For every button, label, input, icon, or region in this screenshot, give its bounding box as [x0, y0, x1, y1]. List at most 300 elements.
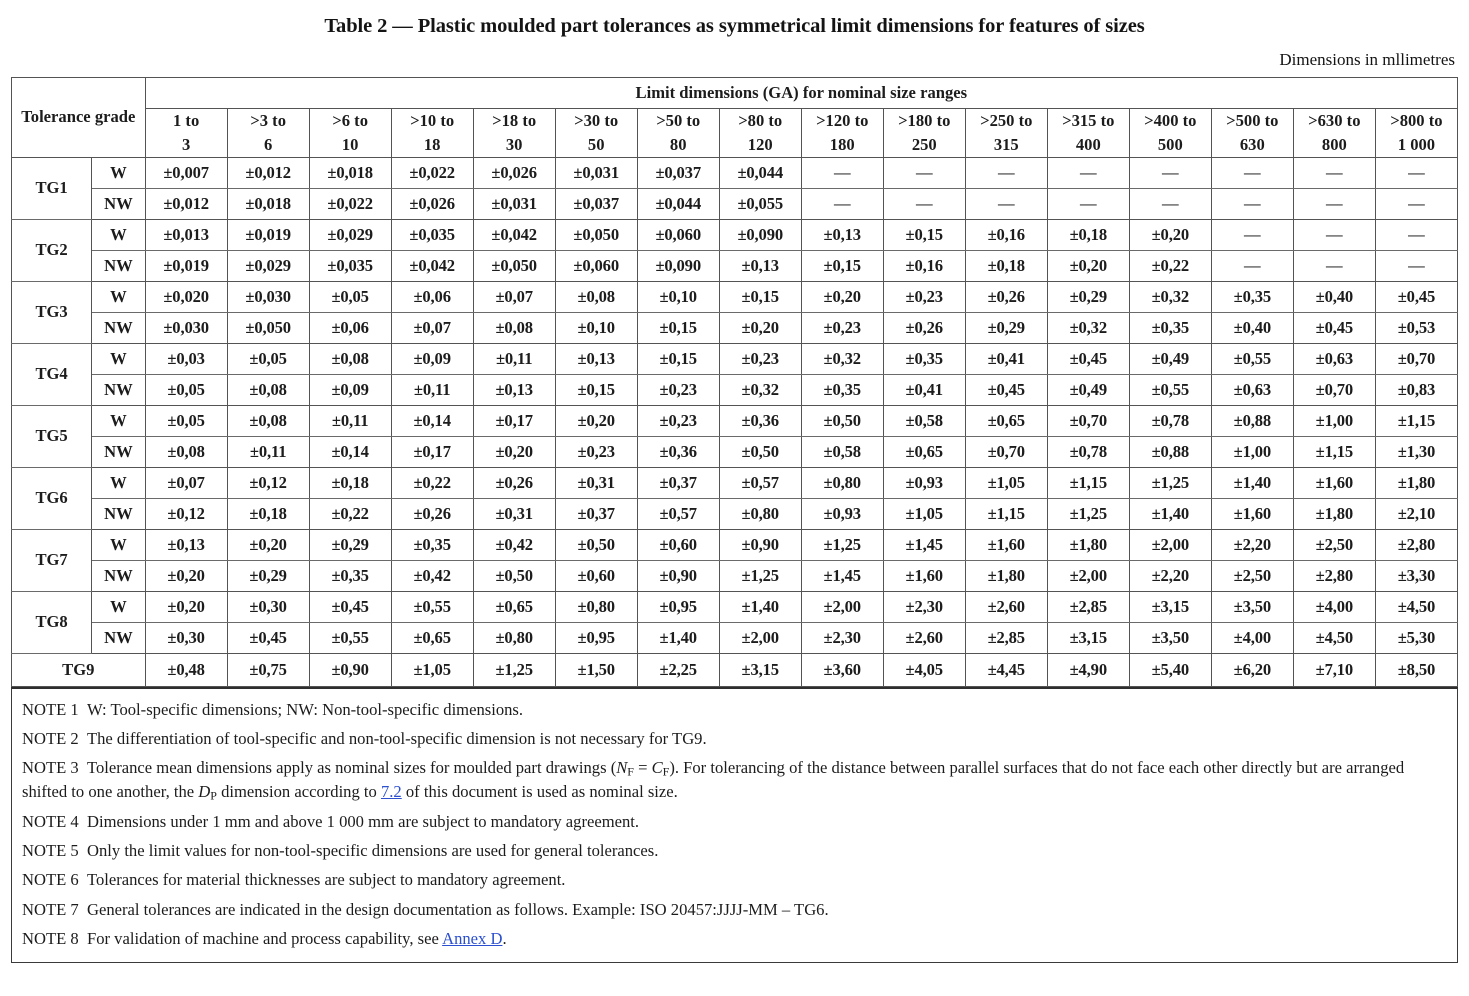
note-4-text: Dimensions under 1 mm and above 1 000 mm are subject to mandatory agreement.: [86, 812, 640, 832]
tolerance-value-cell: ±2,85: [965, 622, 1047, 653]
tolerance-value-cell: ±0,20: [473, 436, 555, 467]
note-3-var-c: C: [651, 758, 663, 778]
tolerance-value-cell: ±0,050: [555, 219, 637, 250]
tolerance-value-cell: ±0,42: [473, 529, 555, 560]
tolerance-value-cell: —: [965, 188, 1047, 219]
tolerance-value-cell: ±2,25: [637, 653, 719, 686]
dimension-type-cell: W: [92, 157, 145, 188]
tolerance-value-cell: ±0,80: [473, 622, 555, 653]
tolerance-value-cell: ±0,45: [1293, 312, 1375, 343]
tolerance-value-cell: ±0,50: [719, 436, 801, 467]
note-3-text-part4: of this document is used as nominal size.: [401, 781, 678, 801]
tolerance-value-cell: ±0,035: [391, 219, 473, 250]
tolerance-value-cell: ±0,06: [391, 281, 473, 312]
tolerance-value-cell: ±0,11: [473, 343, 555, 374]
tolerance-value-cell: ±2,60: [965, 591, 1047, 622]
header-range-8-to: 120: [747, 134, 773, 154]
tolerance-value-cell: ±0,41: [883, 374, 965, 405]
tolerance-value-cell: —: [1293, 250, 1375, 281]
tolerance-value-cell: ±0,32: [719, 374, 801, 405]
tolerance-value-cell: ±0,23: [637, 405, 719, 436]
table-row: [12, 529, 1458, 560]
header-range-10-from: >180 to: [898, 110, 951, 130]
grade-label-tg7: TG7: [12, 529, 92, 591]
tolerance-value-cell: —: [1129, 157, 1211, 188]
tolerance-value-cell: ±3,50: [1211, 591, 1293, 622]
table-row: [12, 312, 1458, 343]
tolerance-value-cell: ±0,07: [145, 467, 227, 498]
tolerance-value-cell: ±1,05: [883, 498, 965, 529]
tolerance-value-cell: ±0,13: [473, 374, 555, 405]
tolerance-value-cell: ±0,32: [1047, 312, 1129, 343]
header-range-4-to: 18: [423, 134, 441, 154]
tolerance-value-cell: ±2,85: [1047, 591, 1129, 622]
tolerance-value-cell: ±1,15: [1047, 467, 1129, 498]
tolerance-value-cell: ±0,58: [801, 436, 883, 467]
tolerance-value-cell: ±0,88: [1211, 405, 1293, 436]
tolerance-value-cell: ±2,00: [1047, 560, 1129, 591]
note-3-var-d: D: [198, 781, 211, 801]
tolerance-value-cell: ±0,23: [555, 436, 637, 467]
table-row: [12, 157, 1458, 188]
tolerance-value-cell: ±0,05: [145, 374, 227, 405]
tolerance-value-cell: ±0,10: [555, 312, 637, 343]
tolerance-value-cell: ±2,20: [1129, 560, 1211, 591]
header-range-6-from: >30 to: [574, 110, 619, 130]
tolerance-value-cell: ±0,75: [227, 653, 309, 686]
table-body: [12, 157, 1458, 686]
tolerance-value-cell: ±0,029: [227, 250, 309, 281]
tolerance-value-cell: ±0,49: [1129, 343, 1211, 374]
dimension-type-cell: NW: [92, 498, 145, 529]
tolerance-value-cell: ±6,20: [1211, 653, 1293, 686]
tolerance-value-cell: ±0,050: [473, 250, 555, 281]
tolerance-value-cell: ±0,14: [391, 405, 473, 436]
tolerance-value-cell: ±0,15: [637, 312, 719, 343]
tolerance-value-cell: ±1,40: [1129, 498, 1211, 529]
table-row: [12, 343, 1458, 374]
tolerance-value-cell: ±0,12: [227, 467, 309, 498]
header-range-7-from: >50 to: [656, 110, 701, 130]
clause-7-2-link[interactable]: 7.2: [380, 781, 402, 801]
tolerance-value-cell: ±7,10: [1293, 653, 1375, 686]
table-row: [12, 591, 1458, 622]
note-3-var-d-subscript: P: [210, 788, 217, 803]
tolerance-value-cell: ±1,25: [1129, 467, 1211, 498]
dimension-type-cell: NW: [92, 436, 145, 467]
tolerance-value-cell: ±0,95: [637, 591, 719, 622]
header-row-top: [12, 77, 1458, 108]
tolerance-value-cell: ±8,50: [1375, 653, 1457, 686]
tolerance-value-cell: ±0,40: [1293, 281, 1375, 312]
tolerance-value-cell: ±0,17: [391, 436, 473, 467]
tolerance-value-cell: ±1,80: [1375, 467, 1457, 498]
tolerance-value-cell: ±4,90: [1047, 653, 1129, 686]
table-row: [12, 405, 1458, 436]
note-3-var-n-subscript: F: [627, 764, 634, 779]
tolerance-value-cell: ±0,050: [227, 312, 309, 343]
tolerance-value-cell: ±2,50: [1293, 529, 1375, 560]
tolerance-value-cell: ±0,65: [965, 405, 1047, 436]
note-8-text-post: .: [502, 928, 507, 948]
tolerance-value-cell: ±0,08: [473, 312, 555, 343]
tolerance-value-cell: ±1,80: [1047, 529, 1129, 560]
tolerance-value-cell: ±0,23: [883, 281, 965, 312]
grade-label-tg4: TG4: [12, 343, 92, 405]
header-range-5-to: 30: [505, 134, 523, 154]
tolerance-value-cell: ±0,037: [555, 188, 637, 219]
tolerance-value-cell: ±3,15: [1047, 622, 1129, 653]
tolerance-value-cell: —: [1047, 188, 1129, 219]
tolerance-value-cell: ±1,50: [555, 653, 637, 686]
grade-label-tg1: TG1: [12, 157, 92, 219]
tolerance-value-cell: ±1,30: [1375, 436, 1457, 467]
header-range-3: [309, 108, 391, 157]
header-row-ranges: [12, 108, 1458, 157]
header-range-10-to: 250: [911, 134, 937, 154]
tolerance-value-cell: ±0,42: [391, 560, 473, 591]
tolerance-value-cell: ±0,20: [555, 405, 637, 436]
tolerance-value-cell: ±0,22: [391, 467, 473, 498]
tolerance-value-cell: ±0,31: [473, 498, 555, 529]
tolerance-value-cell: ±0,29: [1047, 281, 1129, 312]
tolerance-value-cell: ±0,23: [637, 374, 719, 405]
tolerance-value-cell: ±0,35: [309, 560, 391, 591]
tolerance-value-cell: —: [883, 157, 965, 188]
header-range-15-to: 800: [1321, 134, 1347, 154]
header-range-9-from: >120 to: [816, 110, 869, 130]
note-5: [22, 837, 1447, 866]
tolerance-value-cell: ±0,16: [965, 219, 1047, 250]
note-6-label: NOTE 6: [22, 870, 79, 890]
dimension-type-cell: NW: [92, 374, 145, 405]
tolerance-value-cell: ±0,93: [801, 498, 883, 529]
table-row: [12, 622, 1458, 653]
tolerance-value-cell: ±4,45: [965, 653, 1047, 686]
tolerance-value-cell: ±1,60: [1211, 498, 1293, 529]
dimensions-unit-note: Dimensions in mllimetres: [1279, 49, 1455, 69]
tolerance-value-cell: ±0,090: [719, 219, 801, 250]
tolerance-value-cell: ±4,05: [883, 653, 965, 686]
tolerance-value-cell: ±0,20: [1047, 250, 1129, 281]
tolerance-value-cell: ±0,09: [391, 343, 473, 374]
tolerance-value-cell: —: [883, 188, 965, 219]
tolerance-value-cell: ±0,16: [883, 250, 965, 281]
tolerance-value-cell: ±0,20: [145, 560, 227, 591]
header-range-11-to: 315: [993, 134, 1019, 154]
tolerance-value-cell: ±0,020: [145, 281, 227, 312]
tolerance-value-cell: ±0,35: [801, 374, 883, 405]
dimension-type-cell: NW: [92, 250, 145, 281]
table-row: [12, 250, 1458, 281]
tolerance-value-cell: ±0,07: [391, 312, 473, 343]
tolerance-value-cell: ±1,05: [965, 467, 1047, 498]
tolerance-value-cell: ±0,95: [555, 622, 637, 653]
tolerance-value-cell: ±0,70: [965, 436, 1047, 467]
tolerance-value-cell: ±4,00: [1211, 622, 1293, 653]
tolerance-value-cell: ±0,26: [883, 312, 965, 343]
tolerance-value-cell: ±0,53: [1375, 312, 1457, 343]
tolerance-value-cell: ±0,50: [473, 560, 555, 591]
tolerance-value-cell: ±0,48: [145, 653, 227, 686]
tolerance-value-cell: ±0,88: [1129, 436, 1211, 467]
tolerance-value-cell: ±1,45: [883, 529, 965, 560]
tolerance-value-cell: ±0,70: [1375, 343, 1457, 374]
tolerance-value-cell: ±0,55: [1211, 343, 1293, 374]
grade-label-tg2: TG2: [12, 219, 92, 281]
tolerance-value-cell: ±1,15: [1375, 405, 1457, 436]
note-3-var-c-subscript: F: [662, 764, 670, 779]
header-tolerance-grade: Tolerance grade: [12, 77, 146, 157]
tolerance-value-cell: ±0,55: [309, 622, 391, 653]
tolerance-value-cell: ±0,20: [227, 529, 309, 560]
tolerance-value-cell: ±0,37: [555, 498, 637, 529]
header-range-15-from: >630 to: [1308, 110, 1361, 130]
note-2-text: The differentiation of tool-specific and non-tool-specific dimension is not necessary for TG9.: [86, 729, 707, 749]
tolerance-value-cell: ±0,031: [555, 157, 637, 188]
header-range-1-from: 1 to: [172, 110, 200, 130]
tolerance-value-cell: ±3,15: [719, 653, 801, 686]
tolerance-value-cell: ±0,36: [719, 405, 801, 436]
tolerance-value-cell: ±0,45: [227, 622, 309, 653]
tolerance-value-cell: ±0,63: [1293, 343, 1375, 374]
tolerance-value-cell: ±0,08: [227, 405, 309, 436]
tolerance-value-cell: ±0,45: [965, 374, 1047, 405]
grade-label-tg3: TG3: [12, 281, 92, 343]
tolerance-value-cell: ±0,41: [965, 343, 1047, 374]
table-row: [12, 374, 1458, 405]
note-3-equals: =: [633, 758, 652, 778]
header-range-2: [227, 108, 309, 157]
tolerance-value-cell: —: [1211, 188, 1293, 219]
tolerance-value-cell: ±0,14: [309, 436, 391, 467]
tolerance-value-cell: ±0,012: [227, 157, 309, 188]
note-2-label: NOTE 2: [22, 729, 79, 749]
tolerance-value-cell: ±4,00: [1293, 591, 1375, 622]
tolerance-value-cell: —: [1047, 157, 1129, 188]
tolerance-value-cell: ±0,65: [883, 436, 965, 467]
header-range-12-to: 400: [1075, 134, 1101, 154]
tolerance-value-cell: ±1,60: [883, 560, 965, 591]
tolerance-value-cell: ±0,012: [145, 188, 227, 219]
dimension-type-cell: W: [92, 343, 145, 374]
tolerance-value-cell: ±0,08: [309, 343, 391, 374]
header-range-10: [883, 108, 965, 157]
tolerance-value-cell: ±0,026: [473, 157, 555, 188]
tolerance-value-cell: ±2,00: [1129, 529, 1211, 560]
tolerance-value-cell: ±0,06: [309, 312, 391, 343]
tolerance-value-cell: ±2,00: [801, 591, 883, 622]
tolerance-value-cell: ±0,019: [227, 219, 309, 250]
header-range-4-from: >10 to: [410, 110, 455, 130]
tolerance-value-cell: ±0,35: [1129, 312, 1211, 343]
header-range-3-to: 10: [341, 134, 359, 154]
tolerance-value-cell: ±1,15: [1293, 436, 1375, 467]
tolerance-value-cell: ±0,37: [637, 467, 719, 498]
tolerance-value-cell: ±4,50: [1293, 622, 1375, 653]
tolerance-value-cell: ±0,022: [309, 188, 391, 219]
header-range-7-to: 80: [669, 134, 687, 154]
tolerance-value-cell: ±1,40: [1211, 467, 1293, 498]
tolerance-value-cell: ±2,10: [1375, 498, 1457, 529]
tolerance-value-cell: ±0,15: [801, 250, 883, 281]
tolerance-value-cell: —: [1211, 250, 1293, 281]
dimension-type-cell: NW: [92, 312, 145, 343]
note-8: [22, 924, 1447, 953]
tolerance-value-cell: ±0,90: [637, 560, 719, 591]
header-range-11: [965, 108, 1047, 157]
tolerance-value-cell: ±0,35: [391, 529, 473, 560]
tolerance-value-cell: ±0,035: [309, 250, 391, 281]
tolerance-table-container: [0, 77, 1469, 687]
dimension-type-cell: NW: [92, 188, 145, 219]
header-range-13-to: 500: [1157, 134, 1183, 154]
tolerance-value-cell: ±0,80: [719, 498, 801, 529]
note-1: [22, 696, 1447, 725]
header-range-15: [1293, 108, 1375, 157]
tolerance-value-cell: ±0,29: [965, 312, 1047, 343]
dimension-type-cell: W: [92, 219, 145, 250]
tolerance-value-cell: ±1,00: [1211, 436, 1293, 467]
header-range-16-from: >800 to: [1390, 110, 1443, 130]
tolerance-value-cell: ±0,022: [391, 157, 473, 188]
tolerance-value-cell: ±0,08: [227, 374, 309, 405]
header-limit-dimensions: Limit dimensions (GA) for nominal size ranges: [145, 77, 1457, 108]
tolerance-table: [11, 77, 1458, 687]
header-range-13: [1129, 108, 1211, 157]
header-range-12-from: >315 to: [1062, 110, 1115, 130]
tolerance-value-cell: —: [1293, 188, 1375, 219]
tolerance-value-cell: ±1,40: [637, 622, 719, 653]
tolerance-value-cell: ±1,60: [1293, 467, 1375, 498]
tolerance-value-cell: ±0,013: [145, 219, 227, 250]
tolerance-value-cell: ±1,25: [801, 529, 883, 560]
tolerance-value-cell: ±3,30: [1375, 560, 1457, 591]
note-4: [22, 808, 1447, 837]
header-range-5: [473, 108, 555, 157]
tolerance-value-cell: ±0,15: [555, 374, 637, 405]
dimension-type-cell: W: [92, 467, 145, 498]
tolerance-value-cell: ±2,00: [719, 622, 801, 653]
tolerance-value-cell: ±0,018: [309, 157, 391, 188]
tolerance-value-cell: ±0,63: [1211, 374, 1293, 405]
tolerance-value-cell: ±1,25: [473, 653, 555, 686]
tolerance-value-cell: ±0,30: [145, 622, 227, 653]
tolerance-value-cell: ±0,78: [1047, 436, 1129, 467]
tolerance-value-cell: ±1,25: [719, 560, 801, 591]
tolerance-value-cell: ±1,15: [965, 498, 1047, 529]
tolerance-value-cell: ±0,055: [719, 188, 801, 219]
tolerance-value-cell: ±0,20: [719, 312, 801, 343]
tolerance-value-cell: ±0,019: [145, 250, 227, 281]
tolerance-value-cell: ±0,90: [309, 653, 391, 686]
note-6: [22, 866, 1447, 895]
note-4-label: NOTE 4: [22, 812, 79, 832]
tolerance-value-cell: ±0,55: [391, 591, 473, 622]
note-3-label: NOTE 3: [22, 758, 79, 778]
note-1-text: W: Tool-specific dimensions; NW: Non-tool-specific dimensions.: [86, 700, 524, 720]
table-row: [12, 560, 1458, 591]
tolerance-value-cell: ±0,026: [391, 188, 473, 219]
dimension-type-cell: NW: [92, 560, 145, 591]
tolerance-value-cell: ±0,11: [391, 374, 473, 405]
note-3-var-n: N: [616, 758, 628, 778]
tolerance-value-cell: ±0,45: [1375, 281, 1457, 312]
notes-block: [11, 687, 1458, 963]
tolerance-value-cell: ±1,45: [801, 560, 883, 591]
header-range-2-to: 6: [263, 134, 273, 154]
header-range-8-from: >80 to: [738, 110, 783, 130]
tolerance-value-cell: ±0,030: [145, 312, 227, 343]
table-row: [12, 219, 1458, 250]
tolerance-value-cell: ±1,05: [391, 653, 473, 686]
tolerance-value-cell: ±0,26: [965, 281, 1047, 312]
tolerance-value-cell: ±0,65: [391, 622, 473, 653]
tolerance-value-cell: ±0,35: [883, 343, 965, 374]
header-range-9: [801, 108, 883, 157]
tolerance-value-cell: ±0,03: [145, 343, 227, 374]
dimension-type-cell: W: [92, 281, 145, 312]
tolerance-value-cell: ±3,60: [801, 653, 883, 686]
header-range-6: [555, 108, 637, 157]
tolerance-value-cell: ±0,007: [145, 157, 227, 188]
tolerance-value-cell: —: [801, 157, 883, 188]
tolerance-value-cell: —: [1375, 157, 1457, 188]
tolerance-value-cell: ±1,80: [965, 560, 1047, 591]
tolerance-value-cell: ±0,15: [637, 343, 719, 374]
header-range-14-from: >500 to: [1226, 110, 1279, 130]
note-3: [22, 754, 1447, 808]
note-3-text-part2: ). For tolerancing of the distance between parallel surfaces that do not face each other directly but are arranged shifted to one another, the: [22, 758, 1405, 801]
tolerance-value-cell: ±0,12: [145, 498, 227, 529]
tolerance-value-cell: ±0,11: [227, 436, 309, 467]
header-range-14-to: 630: [1239, 134, 1265, 154]
tolerance-value-cell: ±5,30: [1375, 622, 1457, 653]
tolerance-value-cell: ±0,83: [1375, 374, 1457, 405]
tolerance-value-cell: ±0,70: [1047, 405, 1129, 436]
header-range-9-to: 180: [829, 134, 855, 154]
note-7: [22, 895, 1447, 924]
tolerance-value-cell: —: [1375, 188, 1457, 219]
tolerance-value-cell: ±0,80: [801, 467, 883, 498]
tolerance-value-cell: ±0,65: [473, 591, 555, 622]
tolerance-value-cell: ±2,80: [1375, 529, 1457, 560]
header-range-7: [637, 108, 719, 157]
tolerance-value-cell: —: [801, 188, 883, 219]
annex-d-link[interactable]: Annex D: [442, 928, 503, 948]
tolerance-value-cell: ±2,50: [1211, 560, 1293, 591]
note-6-text: Tolerances for material thicknesses are subject to mandatory agreement.: [86, 870, 566, 890]
header-range-8: [719, 108, 801, 157]
tolerance-value-cell: —: [1129, 188, 1211, 219]
tolerance-value-cell: ±0,60: [637, 529, 719, 560]
tolerance-value-cell: ±2,20: [1211, 529, 1293, 560]
header-range-4: [391, 108, 473, 157]
tolerance-value-cell: ±0,50: [555, 529, 637, 560]
tolerance-value-cell: ±0,030: [227, 281, 309, 312]
table-row: [12, 281, 1458, 312]
tolerance-value-cell: ±0,07: [473, 281, 555, 312]
table-row: [12, 436, 1458, 467]
tolerance-value-cell: ±0,23: [719, 343, 801, 374]
tolerance-value-cell: ±0,037: [637, 157, 719, 188]
tolerance-value-cell: ±0,20: [1129, 219, 1211, 250]
tolerance-value-cell: ±0,80: [555, 591, 637, 622]
dimension-type-cell: W: [92, 591, 145, 622]
note-5-text: Only the limit values for non-tool-specific dimensions are used for general tolerances.: [86, 841, 659, 861]
tolerance-value-cell: ±0,29: [309, 529, 391, 560]
table-row: [12, 467, 1458, 498]
